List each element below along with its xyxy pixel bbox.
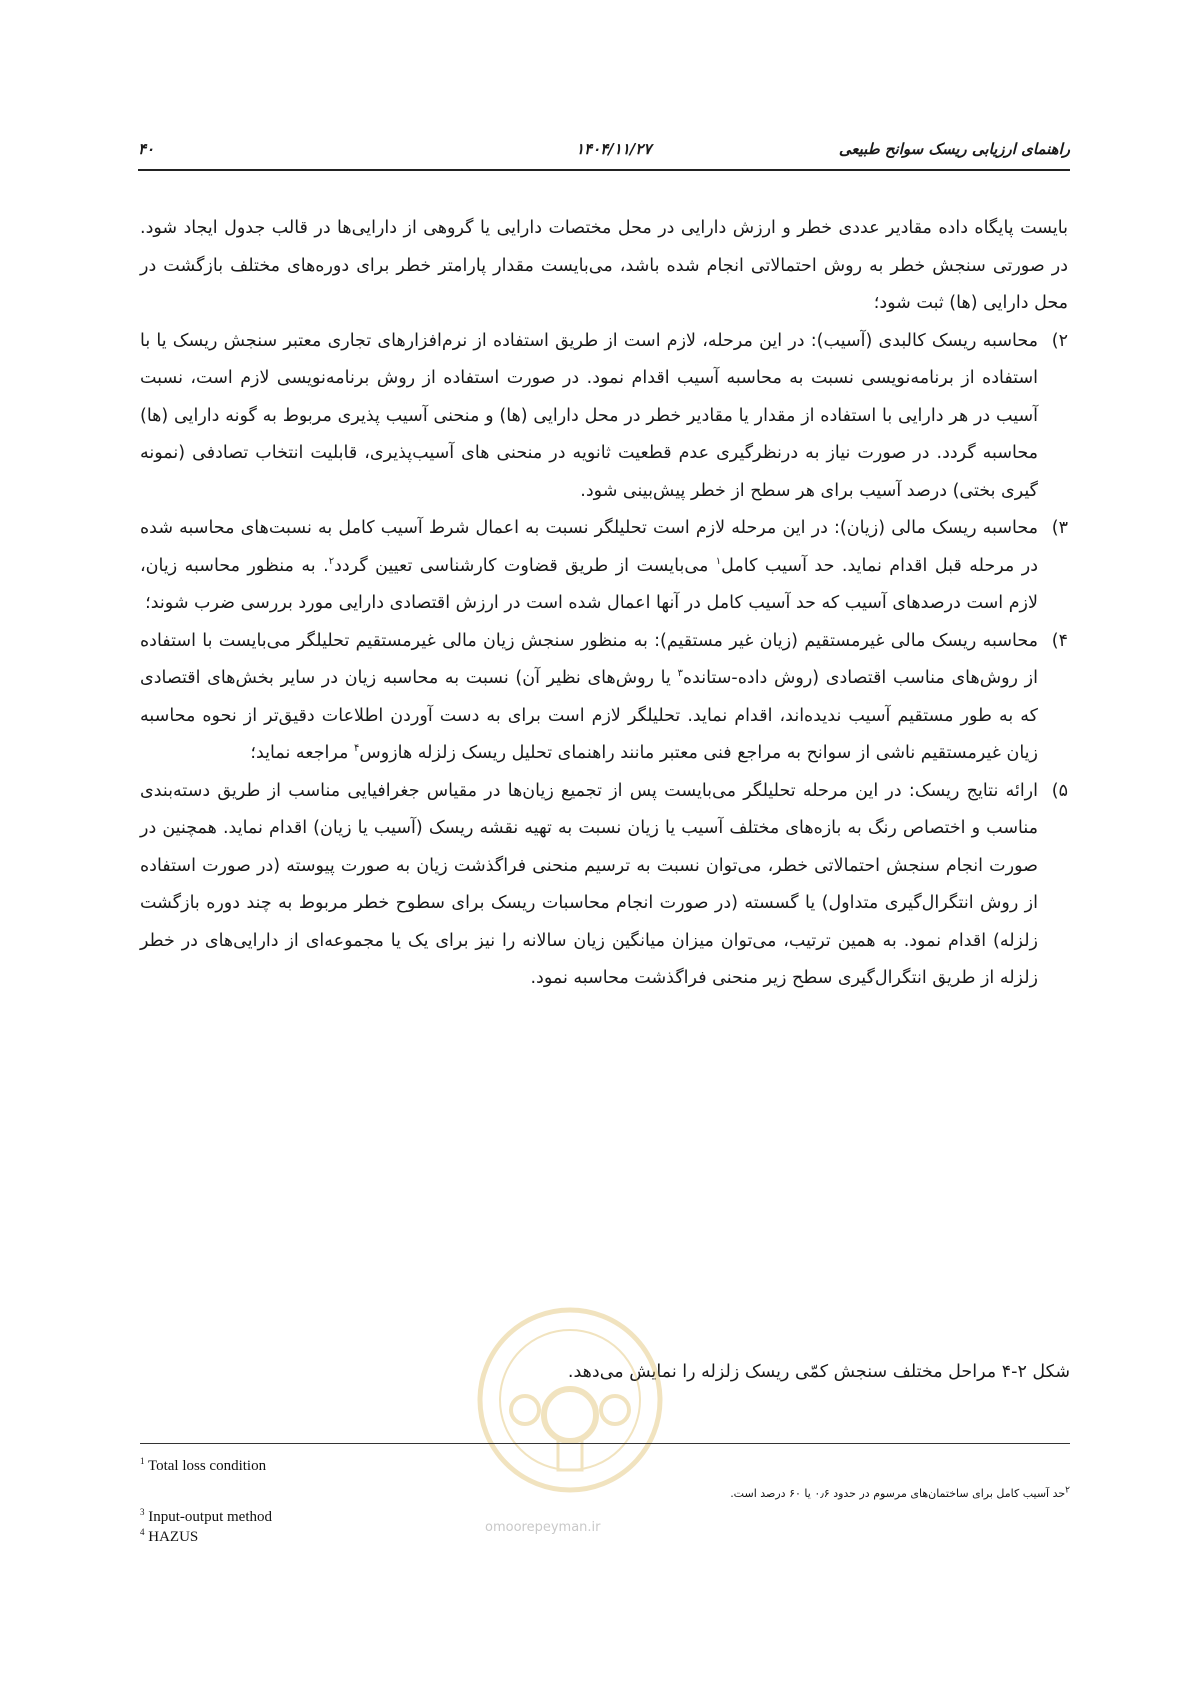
intro-paragraph: بایست پایگاه داده مقادیر عددی خطر و ارزش دارایی در محل مختصات دارایی یا گروهی از دارایی‌ها در قالب جدول ایجاد شود. در صورتی سنجش خطر به روش احتمالاتی انجام شده باشد، می‌بایست مقدار پارامتر خطر برای دوره‌های مختلف بازگشت در محل دارایی (ها) ثبت شود؛ [140,218,1068,313]
list-item [140,323,1068,511]
footnote-ref: ۴ [353,743,360,755]
text-segment: می‌بایست از طریق قضاوت کارشناسی تعیین گردد [334,555,716,576]
footnote-text: HAZUS [144,1529,199,1545]
footnote-ref: ۱ [715,555,722,567]
footnote-text: حد آسیب کامل برای ساختمان‌های مرسوم در حدود ۰٫۶ یا ۶۰ درصد است. [730,1487,1066,1500]
footnote-mark: 1 [140,1456,145,1466]
list-item-text: ارائه نتایج ریسک: در این مرحله تحلیلگر می‌بایست پس از تجمیع زیان‌ها در مقیاس جغرافیایی مناسب از طریق دسته‌بندی مناسب و اختصاص رنگ به بازه‌های مختلف آسیب یا زیان نسبت به تهیه نقشه ریسک (آسیب یا زیان) اقدام نماید. همچنین در صورت انجام سنجش احتمالاتی خطر، می‌توان نسبت به ترسیم منحنی فراگذشت زیان به صورت پیوسته (در صورت استفاده از روش انتگرال‌گیری متداول) یا گسسته (در صورت انجام محاسبات ریسک برای سطوح خطر مربوط به چند دوره بازگشت زلزله) اقدام نمود. به همین ترتیب، می‌توان میزان میانگین زیان سالانه را نیز برای یک یا مجموعه‌ای از دارایی‌های در خطر زلزله از طریق انتگرال‌گیری سطح زیر منحنی فراگذشت محاسبه نمود. [140,780,1038,988]
footnote-1 [140,1458,266,1475]
footnote-4 [140,1529,198,1546]
footnote-mark: 4 [140,1527,145,1537]
header-divider [138,169,1070,171]
text-segment: . به منظور محاسبه زیان، لازم است درصدهای آسیب که حد آسیب کامل در آنها اعمال شده است در ارزش اقتصادی دارایی مورد بررسی ضرب شوند؛ [140,555,1038,613]
list-item-text [140,510,1038,623]
footnote-ref: ۳ [677,668,683,680]
header-title: راهنمای ارزیابی ریسک سوانح طبیعی [838,140,1070,158]
body-text [140,210,1068,998]
footnote-3 [140,1509,272,1526]
watermark-site: omoorepeyman.ir [485,1520,601,1535]
text-segment: محاسبه ریسک مالی غیرمستقیم (زیان غیر مستقیم): به منظور سنجش زیان مالی غیرمستقیم تحلیلگر می‌بایست با استفاده از روش‌های مناسب اقتصادی (روش داده-ستانده [140,630,1038,688]
list-item [140,623,1068,773]
text-segment: محاسبه ریسک مالی (زیان): در این مرحله لازم است تحلیلگر نسبت به اعمال شرط آسیب کامل به نسبت‌های محاسبه شده در مرحله قبل اقدام نماید. حد آسیب کامل [140,518,1038,576]
footnote-text: Input-output method [144,1509,272,1525]
figure-reference-text: شکل ۲-۴ مراحل مختلف سنجش کمّی ریسک زلزله را نمایش می‌دهد. [567,1362,1070,1382]
footnote-ref: ۲ [328,555,335,567]
footnote-mark: 3 [140,1507,145,1517]
header-date: ۱۴۰۴/۱۱/۲۷ [576,140,652,158]
footnote-text: Total loss condition [144,1458,267,1474]
list-item-text: محاسبه ریسک کالبدی (آسیب): در این مرحله، لازم است از طریق استفاده از نرم‌افزارهای تجاری معتبر سنجش ریسک یا با استفاده از برنامه‌نویسی نسبت به محاسبه آسیب اقدام نمود. در صورت استفاده از روش برنامه‌نویسی لازم است، نسبت آسیب در هر دارایی با استفاده از مقدار یا مقادیر خطر در محل دارایی (ها) و منحنی آسیب پذیری مربوط به گونه دارایی (ها) محاسبه گردد. در صورت نیاز به درنظرگیری عدم قطعیت ثانویه در منحنی های آسیب‌پذیری، قابلیت انتخاب تصادفی (نمونه گیری بختی) درصد آسیب برای هر سطح از خطر پیش‌بینی شود. [140,330,1038,501]
footnote-2 [730,1487,1070,1500]
page-number: ۴۰ [138,140,155,158]
page-header [138,140,1070,168]
footnote-mark: ۲ [1065,1485,1070,1496]
list-item-number: ۴) [1051,630,1068,651]
list-item-text [140,623,1038,773]
list-item-number: ۳) [1051,518,1068,538]
list-item [140,773,1068,998]
list-item [140,510,1068,623]
list-item-number: ۵) [1051,780,1068,801]
footnote-divider [140,1443,1070,1444]
list-item-number: ۲) [1051,330,1068,351]
text-segment: یا روش‌های نظیر آن) نسبت به محاسبه زیان در سایر بخش‌های اقتصادی که به طور مستقیم آسیب ندیده‌اند، اقدام نماید. تحلیلگر لازم است برای به دست آوردن اطلاعات دقیق‌تر از نحوه محاسبه زیان غیرمستقیم ناشی از سوانح به مراجع فنی معتبر مانند راهنمای تحلیل ریسک زلزله هازوس [140,668,1038,763]
omoore-peyman-seal-icon [470,1300,670,1500]
text-segment: مراجعه نماید؛ [250,743,354,763]
